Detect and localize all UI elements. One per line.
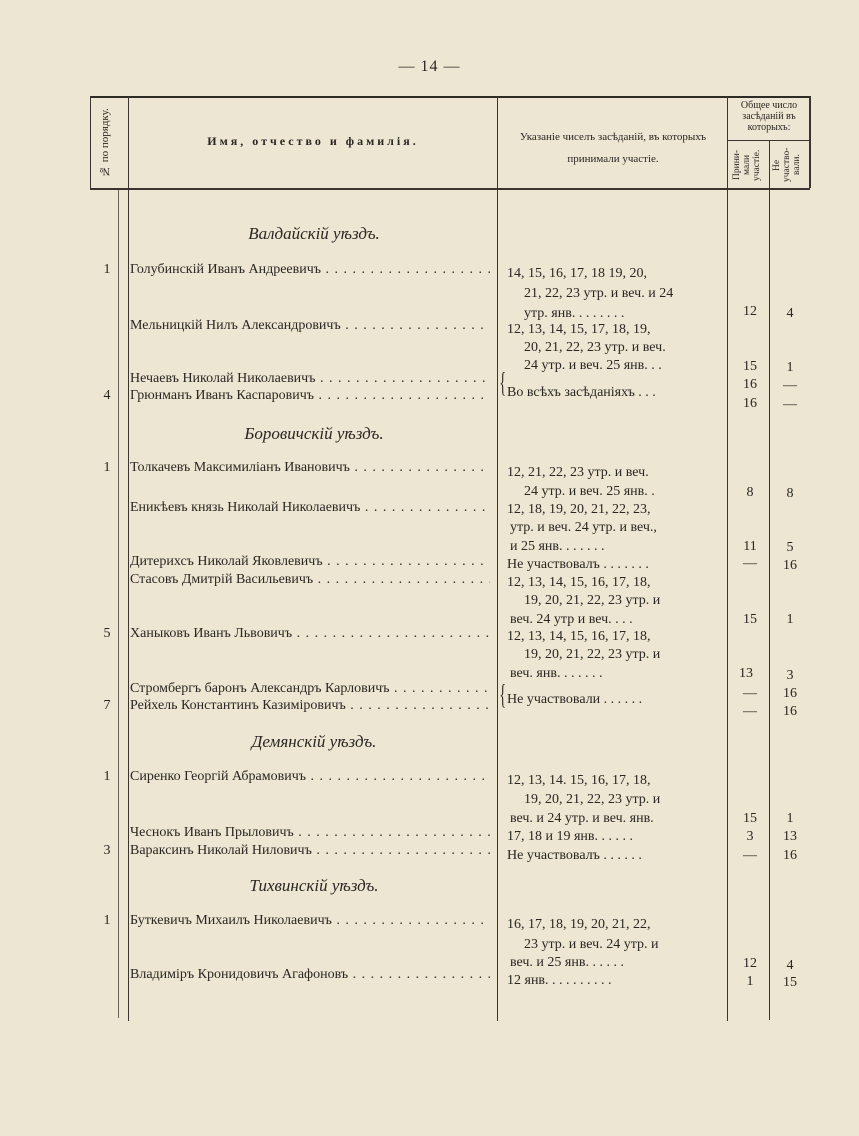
participated-count: — bbox=[743, 686, 757, 701]
participated-count: 16 bbox=[743, 396, 757, 411]
not-participated-count: 16 bbox=[783, 686, 797, 701]
row-number: 1 bbox=[103, 460, 111, 475]
dates-line: 19, 20, 21, 22, 23 утр. и bbox=[524, 647, 661, 662]
dates-line: 17, 18 и 19 янв. . . . . . bbox=[507, 829, 634, 844]
participated-count: — bbox=[743, 848, 757, 863]
table-row bbox=[0, 500, 859, 518]
table-row bbox=[0, 769, 859, 787]
participated-count: 13 bbox=[739, 666, 753, 681]
row-number: 1 bbox=[103, 913, 111, 928]
dates-line: 21, 22, 23 утр. и веч. и 24 bbox=[524, 286, 674, 301]
participated-count: 15 bbox=[743, 811, 757, 826]
dates-line: 16, 17, 18, 19, 20, 21, 22, bbox=[507, 917, 651, 932]
dates-line: 23 утр. и веч. 24 утр. и bbox=[524, 937, 659, 952]
dates-line: 24 утр. и веч. 25 янв. . bbox=[524, 484, 655, 499]
dates-line: 12, 21, 22, 23 утр. и веч. bbox=[507, 465, 649, 480]
person-name: Голубинскій Иванъ Андреевичъ . . . bbox=[130, 262, 490, 278]
header-col-name: Имя, отчество и фамилія. bbox=[207, 134, 419, 148]
person-name: Толкачевъ Максимиліанъ Ивановичъ . . . bbox=[130, 460, 490, 476]
brace-glyph: { bbox=[499, 680, 507, 711]
person-name: Сиренко Георгій Абрамовичъ . . . bbox=[130, 769, 490, 785]
brace-glyph: { bbox=[499, 368, 507, 399]
dates-line: Не участвовалъ . . . . . . bbox=[507, 848, 642, 863]
table-row bbox=[0, 460, 859, 478]
person-name: Нечаевъ Николай Николаевичъ . . . bbox=[130, 371, 490, 387]
dates-line: утр. янв. . . . . . . . bbox=[524, 306, 625, 321]
dates-line: утр. и веч. 24 утр. и веч., bbox=[510, 520, 657, 535]
col-divider bbox=[809, 96, 811, 188]
row-number: 1 bbox=[103, 262, 111, 277]
person-name: Ханыковъ Иванъ Львовичъ . . . bbox=[130, 626, 490, 642]
margin-rule bbox=[118, 188, 119, 1018]
participated-count: 16 bbox=[743, 377, 757, 392]
person-name: Стромбергъ баронъ Александръ Карловичъ . . . bbox=[130, 681, 490, 697]
table-row bbox=[0, 262, 859, 280]
header-col-dates: Указаніе чиселъ засѣданій, въ которыхъ принимали участіе. bbox=[519, 131, 707, 165]
dates-line: 19, 20, 21, 22, 23 утр. и bbox=[524, 792, 661, 807]
dates-line: 12, 13, 14. 15, 16, 17, 18, bbox=[507, 773, 651, 788]
participated-count: 15 bbox=[743, 359, 757, 374]
person-name: Рейхель Константинъ Казиміровичъ . . . bbox=[130, 698, 490, 714]
not-participated-count: 5 bbox=[786, 540, 794, 555]
page-number: — 14 — bbox=[398, 58, 461, 75]
dates-line: Не участвовали . . . . . . bbox=[507, 692, 643, 707]
dates-line: веч. янв. . . . . . . bbox=[510, 666, 603, 681]
person-name: Еникѣевъ князь Николай Николаевичъ . . . bbox=[130, 500, 490, 516]
not-participated-count: 1 bbox=[786, 360, 794, 375]
dates-line: 20, 21, 22, 23 утр. и веч. bbox=[524, 340, 666, 355]
person-name: Дитерихсъ Николай Яковлевичъ . . . bbox=[130, 554, 490, 570]
dates-line: веч. и 24 утр. и веч. янв. bbox=[510, 811, 654, 826]
section-title: Валдайскій уѣздъ. bbox=[248, 224, 380, 243]
table-row bbox=[0, 626, 859, 644]
person-name: Чеснокъ Иванъ Прыловичъ . . . bbox=[130, 825, 490, 841]
header-col-total: Общее число засѣданій въ которыхъ: bbox=[740, 100, 798, 133]
col-divider bbox=[90, 96, 91, 188]
person-name: Грюнманъ Иванъ Каспаровичъ . . . bbox=[130, 388, 490, 404]
person-name: Буткевичъ Михаилъ Николаевичъ . . . bbox=[130, 913, 490, 929]
not-participated-count: 3 bbox=[786, 668, 794, 683]
not-participated-count: 8 bbox=[786, 486, 794, 501]
dates-line: веч. и 25 янв. . . . . . bbox=[510, 955, 624, 970]
not-participated-count: — bbox=[783, 397, 797, 412]
not-participated-count: 16 bbox=[783, 558, 797, 573]
row-number: 5 bbox=[103, 626, 111, 641]
not-participated-count: 1 bbox=[786, 811, 794, 826]
row-number: 7 bbox=[103, 698, 111, 713]
participated-count: 1 bbox=[746, 974, 754, 989]
not-participated-count: 15 bbox=[783, 975, 797, 990]
section-title: Тихвинскій уѣздъ. bbox=[249, 876, 379, 895]
participated-count: 12 bbox=[743, 956, 757, 971]
row-number: 1 bbox=[103, 769, 111, 784]
dates-line: 24 утр. и веч. 25 янв. . . bbox=[524, 358, 662, 373]
person-name: Владиміръ Кронидовичъ Агафоновъ . . . bbox=[130, 967, 490, 983]
person-name: Вараксинъ Николай Ниловичъ . . . bbox=[130, 843, 490, 859]
participated-count: 3 bbox=[746, 829, 754, 844]
person-name: Стасовъ Дмитрій Васильевичъ . . . bbox=[130, 572, 490, 588]
dates-line: 12, 13, 14, 15, 16, 17, 18, bbox=[507, 629, 651, 644]
dates-line: Во всѣхъ засѣданіяхъ . . . bbox=[507, 385, 656, 400]
subheader-rule bbox=[727, 140, 810, 141]
not-participated-count: 16 bbox=[783, 704, 797, 719]
dates-line: веч. 24 утр и веч. . . . bbox=[510, 612, 633, 627]
header-col-not-participated: Не участво-вали. bbox=[772, 147, 802, 183]
not-participated-count: 4 bbox=[786, 306, 794, 321]
section-title: Демянскій уѣздъ. bbox=[251, 732, 377, 751]
participated-count: — bbox=[743, 556, 757, 571]
not-participated-count: — bbox=[783, 378, 797, 393]
dates-line: 12, 13, 14, 15, 17, 18, 19, bbox=[507, 322, 651, 337]
row-number: 3 bbox=[103, 843, 111, 858]
not-participated-count: 4 bbox=[786, 958, 794, 973]
dates-line: 12, 18, 19, 20, 21, 22, 23, bbox=[507, 502, 651, 517]
not-participated-count: 1 bbox=[786, 612, 794, 627]
dates-line: Не участвовалъ . . . . . . . bbox=[507, 557, 649, 572]
section-title: Боровичскій уѣздъ. bbox=[244, 424, 384, 443]
dates-line: 12, 13, 14, 15, 16, 17, 18, bbox=[507, 575, 651, 590]
dates-line: 14, 15, 16, 17, 18 19, 20, bbox=[507, 266, 647, 281]
table-row bbox=[0, 572, 859, 590]
participated-count: 8 bbox=[746, 485, 754, 500]
dates-line: и 25 янв. . . . . . . bbox=[510, 539, 605, 554]
not-participated-count: 16 bbox=[783, 848, 797, 863]
participated-count: 11 bbox=[743, 539, 757, 554]
table-row bbox=[0, 913, 859, 931]
header-col-no: № по порядку. bbox=[99, 108, 111, 178]
row-number: 4 bbox=[103, 388, 111, 403]
participated-count: — bbox=[743, 704, 757, 719]
header-bottom-rule bbox=[90, 188, 810, 190]
header-col-participated: Прини-мали участіе. bbox=[732, 149, 762, 181]
not-participated-count: 13 bbox=[783, 829, 797, 844]
person-name: Мельницкій Нилъ Александровичъ . . . bbox=[130, 318, 490, 334]
participated-count: 15 bbox=[743, 612, 757, 627]
dates-line: 19, 20, 21, 22, 23 утр. и bbox=[524, 593, 661, 608]
participated-count: 12 bbox=[743, 304, 757, 319]
dates-line: 12 янв. . . . . . . . . . bbox=[507, 973, 612, 988]
